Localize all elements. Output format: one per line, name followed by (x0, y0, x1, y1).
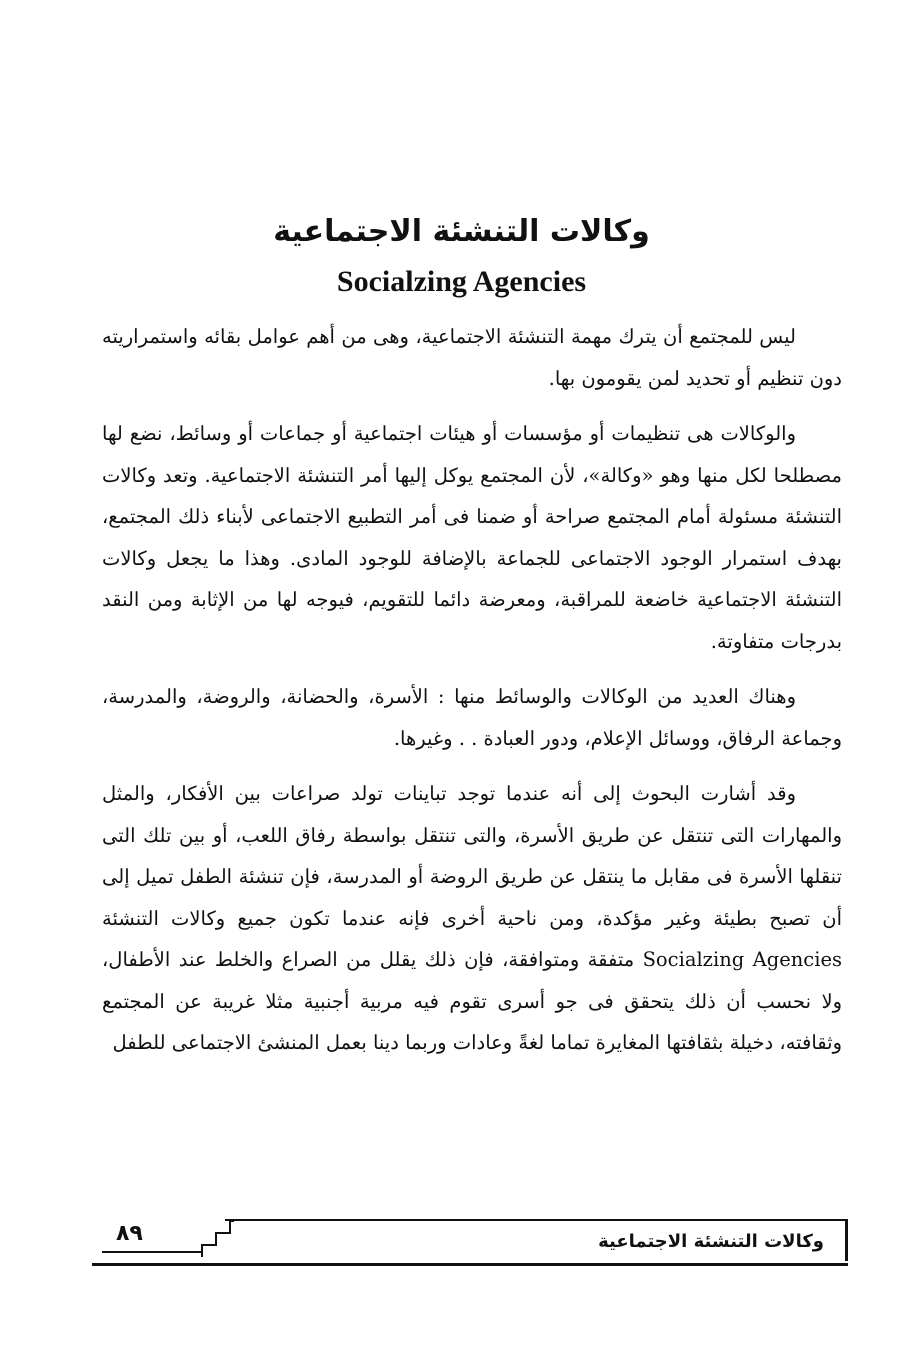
page-number-underline (102, 1251, 202, 1253)
footer-step-ornament (200, 1219, 234, 1257)
footer-rule (92, 1263, 848, 1266)
running-title: وكالات التنشئة الاجتماعية (598, 1231, 824, 1252)
paragraph-2: والوكالات هى تنظيمات أو مؤسسات أو هيئات اجتماعية أو جماعات أو وسائط، نضع لها مصطلحا لكل منها وهو «وكالة»، لأن المجتمع يوكل إليها أمر التنشئة الاجتماعية. وتعد وكالات التنشئة مسئولة أمام المجتمع صراحة أو ضمنا فى أمر التطبيع الاجتماعى لأبناء ذلك المجتمع، بهدف استمرار الوجود الاجتماعى للجماعة بالإضافة للوجود المادى. وهذا ما يجعل وكالات التنشئة الاجتماعية خاضعة للمراقبة، ومعرضة دائما للتقويم، فيوجه لها من الإثابة ومن النقد بدرجات متفاوتة. (102, 422, 842, 653)
chapter-title-arabic: وكالات التنشئة الاجتماعية (273, 214, 650, 249)
chapter-title-english: Socialzing Agencies (336, 265, 587, 298)
body-text (102, 316, 842, 1078)
page-number: ٨٩ (116, 1221, 143, 1246)
paragraph-4: وقد أشارت البحوث إلى أنه عندما توجد تباينات تولد صراعات بين الأفكار، والمثل والمهارات التى تنتقل عن طريق الأسرة، والتى تنتقل بواسطة رفاق اللعب، أو بين تلك التى تنقلها الأسرة فى مقابل ما ينتقل عن طريق الروضة أو المدرسة، فإن تنشئة الطفل تميل إلى أن تصبح بطيئة وغير مؤكدة، ومن ناحية أخرى فإنه عندما تكون جميع وكالات التنشئة Socialzing Agencies متفقة ومتوافقة، فإن ذلك يقلل من الصراع والخلط عند الأطفال، ولا نحسب أن ذلك يتحقق فى جو أسرى تقوم فيه مربية أجنبية مثلا غريبة عن المجتمع وثقافته، دخيلة بثقافتها المغايرة تماما لغةً وعادات وربما دينا بعمل المنشئ الاجتماعى للطفل (102, 782, 842, 1054)
paragraph-1: ليس للمجتمع أن يترك مهمة التنشئة الاجتماعية، وهى من أهم عوامل بقائه واستمراريته دون تنظيم أو تحديد لمن يقومون بها. (102, 325, 842, 390)
page-footer (92, 1213, 848, 1271)
paragraph-3: وهناك العديد من الوكالات والوسائط منها : الأسرة، والحضانة، والروضة، والمدرسة، وجماعة الرفاق، ووسائل الإعلام، ودور العبادة . . وغيرها. (102, 685, 842, 750)
